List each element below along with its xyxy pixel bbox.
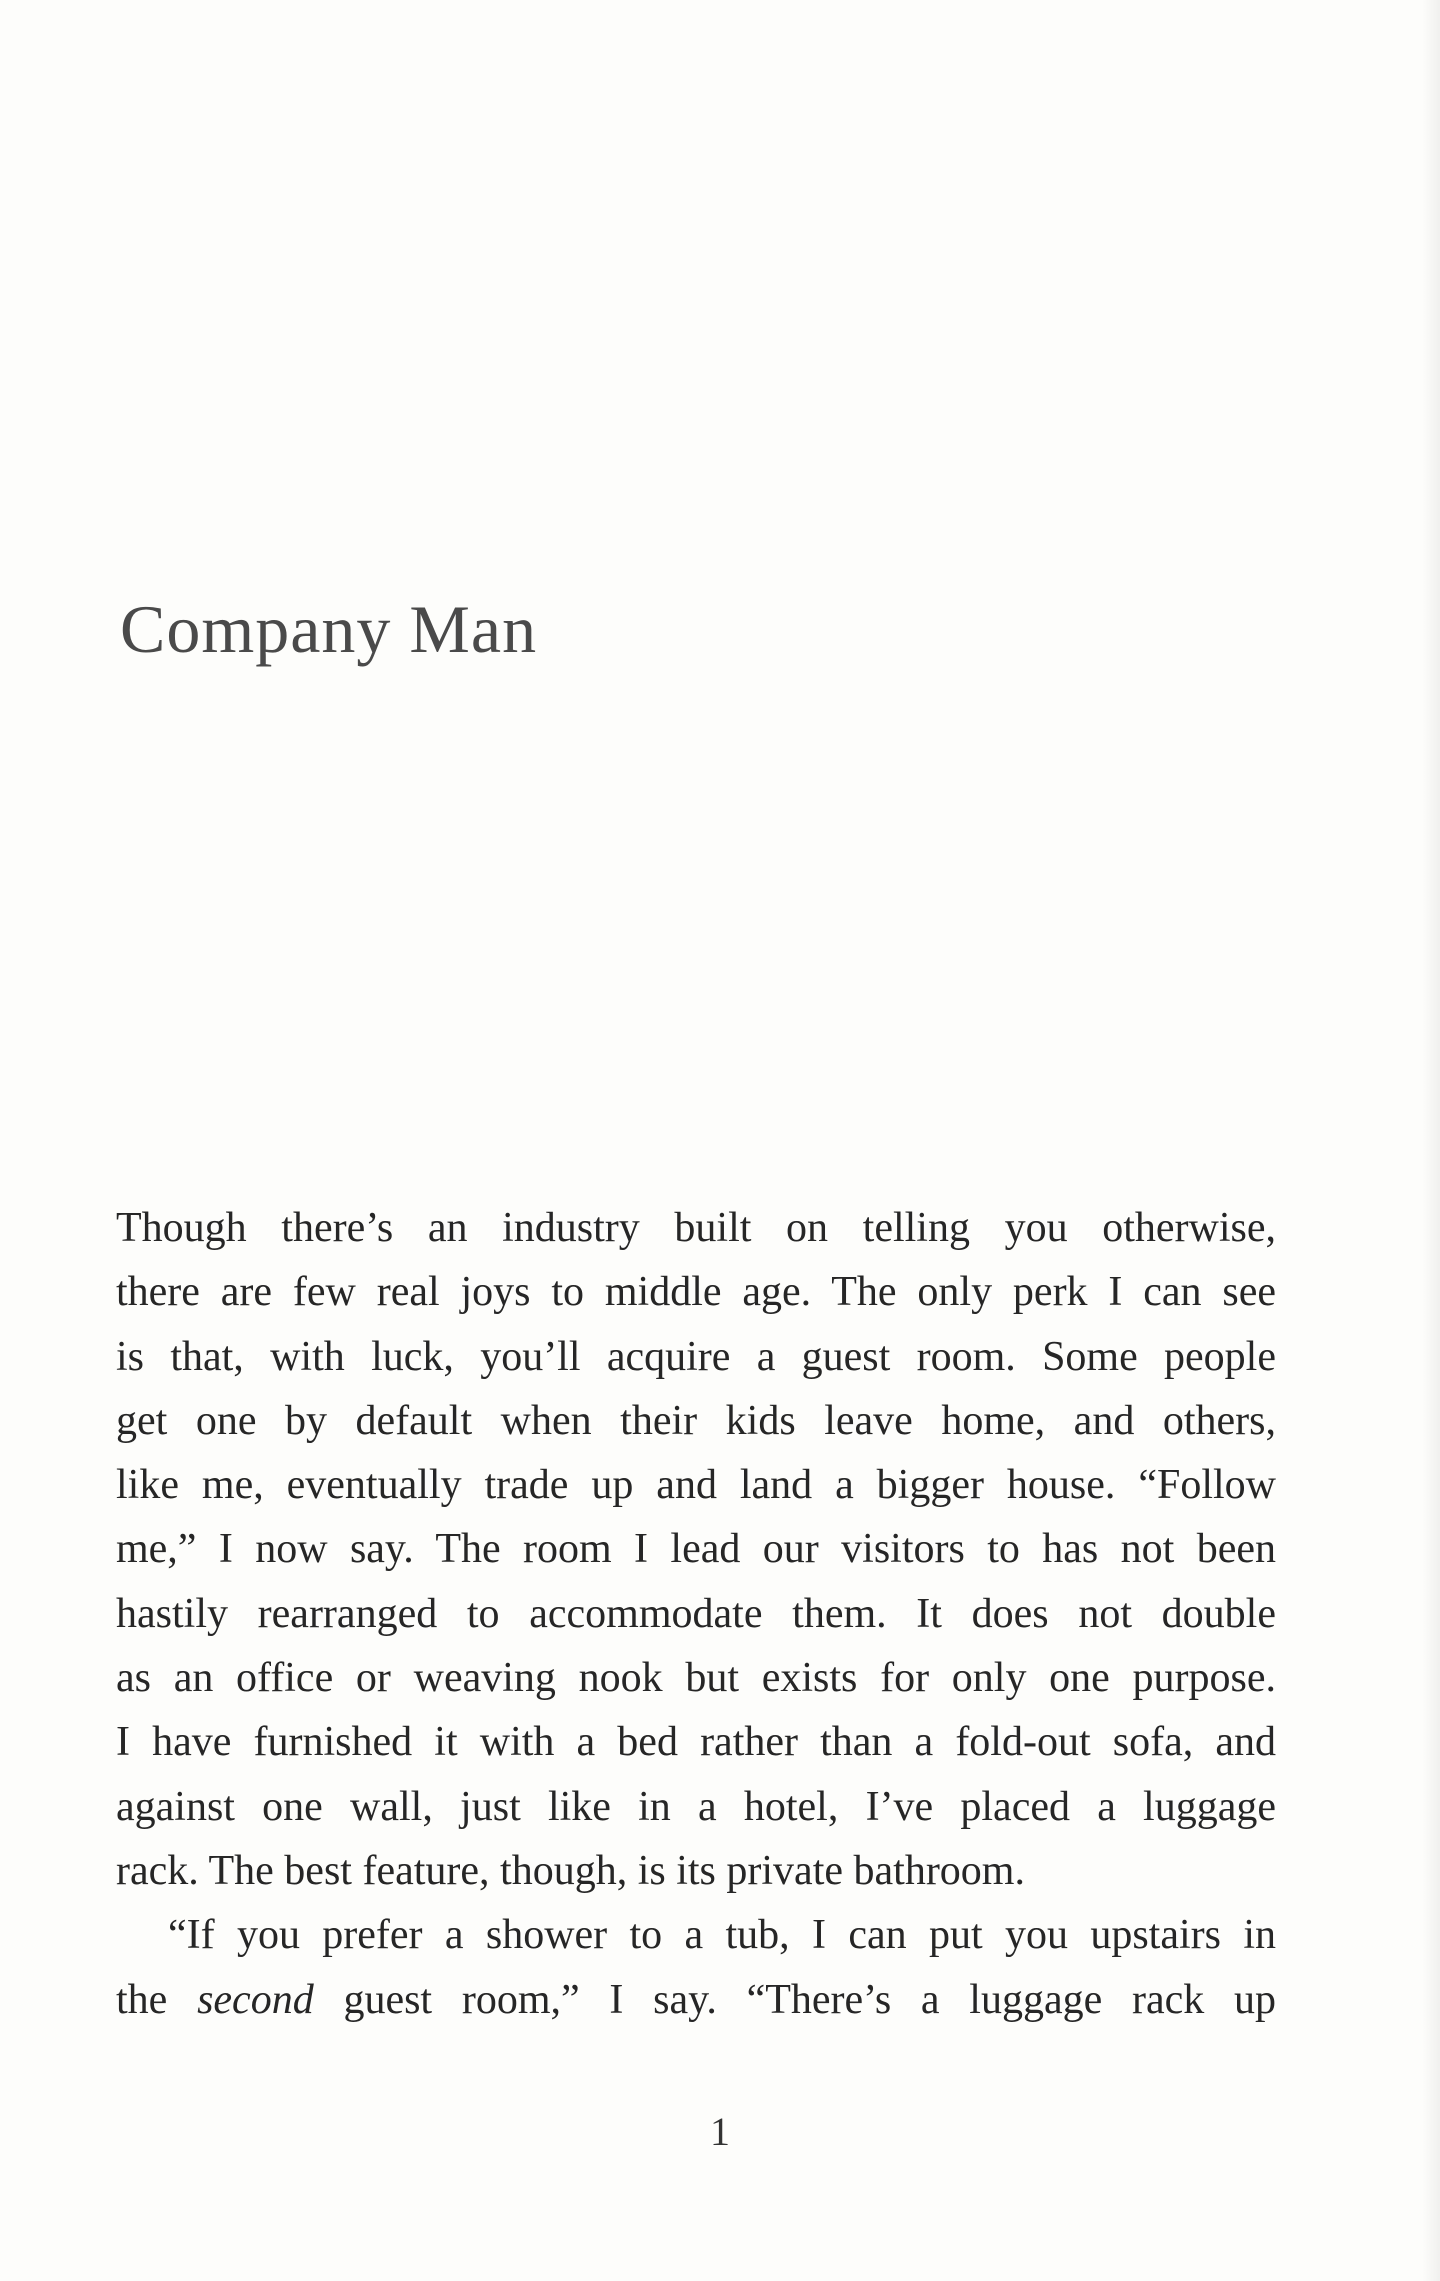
text-line: there are few real joys to middle age. The only perk I can see <box>116 1269 1276 1316</box>
text-line: I have furnished it with a bed rather than a fold-out sofa, and <box>116 1719 1276 1766</box>
text-line: me,” I now say. The room I lead our visitors to has not been <box>116 1526 1276 1573</box>
text-line: “If you prefer a shower to a tub, I can put you upstairs in <box>168 1912 1276 1959</box>
text-line: like me, eventually trade up and land a bigger house. “Follow <box>116 1462 1276 1509</box>
text-run: guest room,” I say. “There’s a luggage rack up <box>313 1976 1277 2023</box>
text-line <box>116 1968 1276 2032</box>
paragraph <box>116 1196 1276 1903</box>
page-edge-shadow <box>1422 0 1440 2281</box>
text-line: against one wall, just like in a hotel, I’ve placed a luggage <box>116 1783 1276 1830</box>
text-line: is that, with luck, you’ll acquire a guest room. Some people <box>116 1333 1276 1380</box>
page-number: 1 <box>710 2109 730 2154</box>
text-line-final: rack. The best feature, though, is its private bathroom. <box>116 1847 1025 1894</box>
text-run: the <box>116 1976 198 2023</box>
chapter-title: Company Man <box>120 591 538 667</box>
text-line: hastily rearranged to accommodate them. It does not double <box>116 1590 1276 1637</box>
italic-text-run: second <box>197 1976 314 2023</box>
text-line: as an office or weaving nook but exists for only one purpose. <box>116 1655 1276 1702</box>
paragraph <box>116 1903 1276 2032</box>
text-line: get one by default when their kids leave home, and others, <box>116 1397 1276 1444</box>
body-text <box>116 1196 1276 2032</box>
text-line: Though there’s an industry built on telling you otherwise, <box>116 1205 1276 1251</box>
